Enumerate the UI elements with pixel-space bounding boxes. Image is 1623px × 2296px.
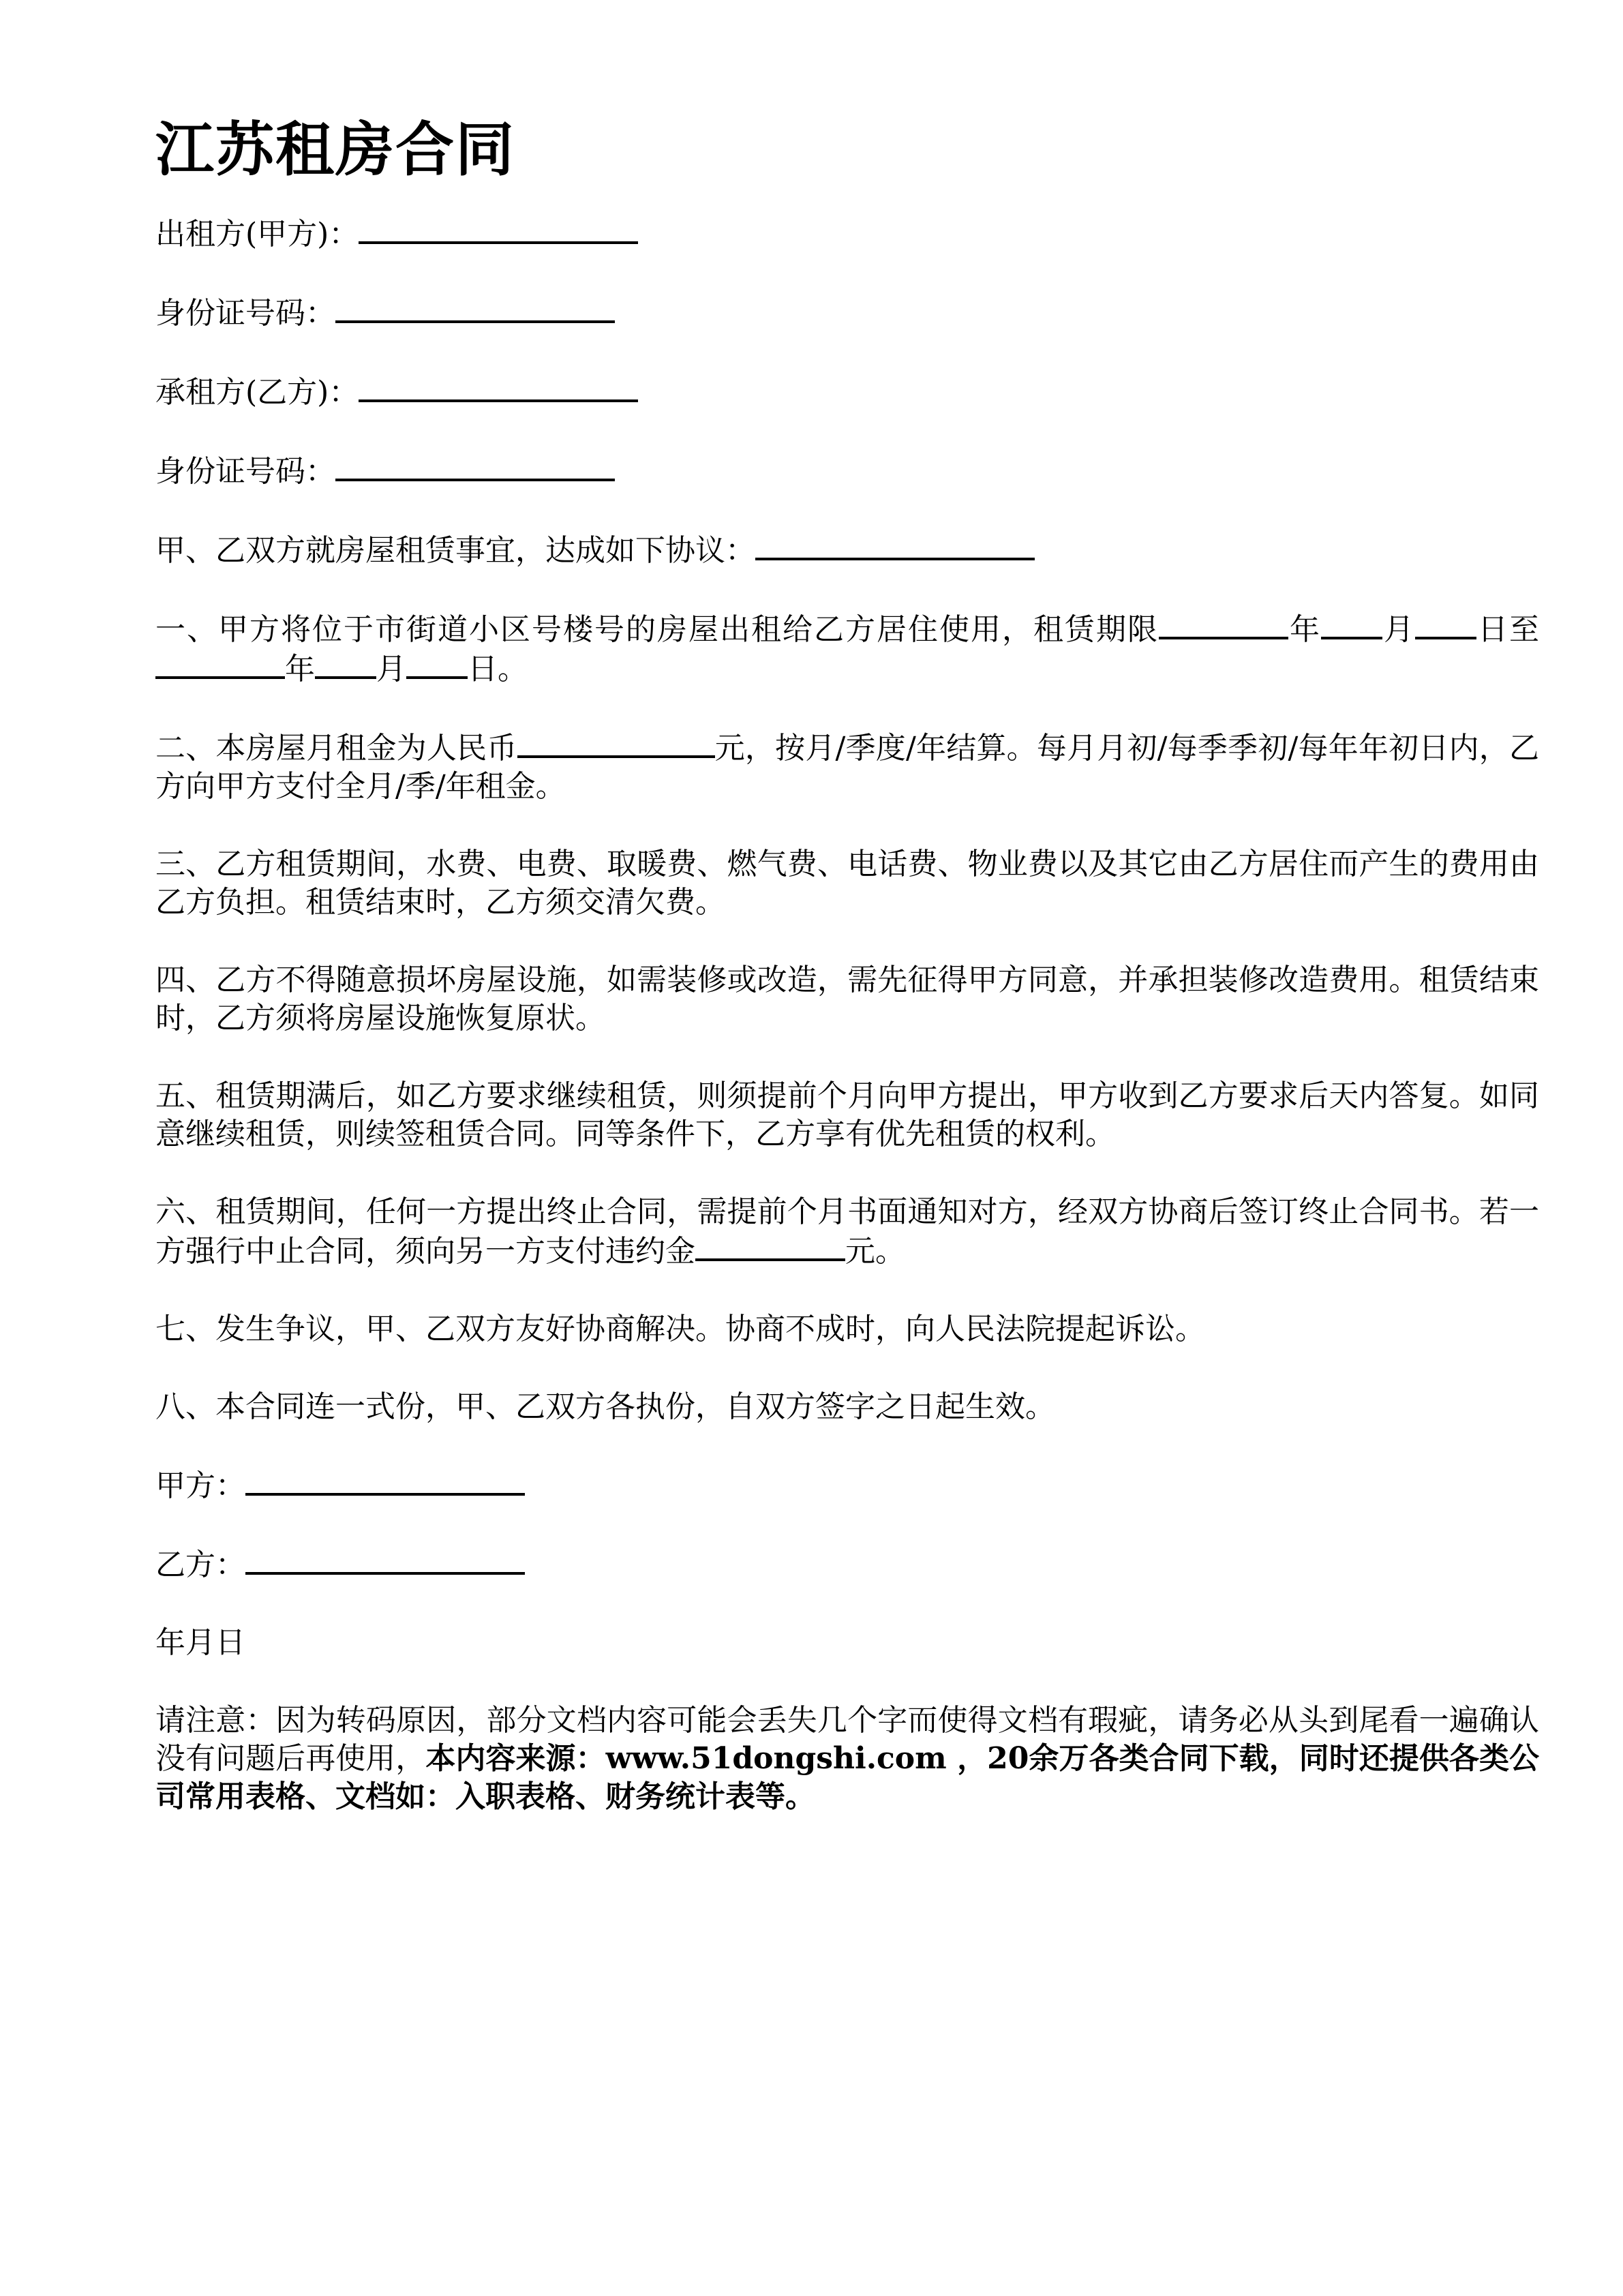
lessor-line: [155, 214, 1539, 254]
clause-2-text-b: 元，按月/季度/年结算。每月月初/每季季初/每年年初日内，乙方向甲方支付全月/季/年租金。: [155, 731, 1540, 804]
notice-text: 请注意：因为转码原因，部分文档内容可能会丢失几个字而使得文档有瑕疵，请务必从头到尾看一遍确认没有问题后再使用，: [155, 1703, 1539, 1776]
date-line: 年月日: [155, 1625, 245, 1660]
lessee-line: [155, 372, 1539, 412]
party-b-signature-blank: [245, 1545, 525, 1575]
lease-end-day-blank: [406, 649, 468, 679]
clause-1-text: 一、甲方将位于市街道小区号楼号的房屋出租给乙方居住使用，租赁期限: [155, 612, 1159, 647]
penalty-amount-blank: [695, 1231, 845, 1261]
party-a-signature-line: [155, 1466, 1539, 1505]
party-a-signature-blank: [245, 1466, 525, 1496]
clause-1: [155, 609, 1539, 689]
lease-start-year-blank: [1159, 609, 1288, 639]
month-1-label: 月: [1382, 612, 1415, 647]
lease-end-year-blank: [155, 649, 285, 679]
month-2-label: 月: [376, 652, 406, 686]
party-b-label: 乙方：: [155, 1547, 245, 1582]
clause-6-text-b: 元。: [845, 1234, 905, 1269]
contract-page: [155, 109, 1539, 1816]
year-2-label: 年: [285, 652, 315, 686]
clause-2-text-a: 二、本房屋月租金为人民币: [155, 731, 517, 766]
intro-blank: [755, 530, 1035, 560]
clause-5: 五、租赁期满后，如乙方要求继续租赁，则须提前个月向甲方提出，甲方收到乙方要求后天内答复。如同意继续租赁，则续签租赁合同。同等条件下，乙方享有优先租赁的权利。: [155, 1078, 1539, 1151]
lessee-id-label: 身份证号码：: [155, 454, 335, 489]
lessor-id-line: [155, 293, 1539, 333]
clause-6-text-a: 六、租赁期间，任何一方提出终止合同，需提前个月书面通知对方，经双方协商后签订终止合同书。若一方强行中止合同，须向另一方支付违约金: [155, 1194, 1539, 1269]
party-a-label: 甲方：: [155, 1468, 245, 1503]
clause-2: [155, 728, 1539, 806]
lessor-blank: [359, 214, 638, 244]
intro-text: 甲、乙双方就房屋租赁事宜，达成如下协议：: [155, 533, 755, 568]
clause-3: 三、乙方租赁期间，水费、电费、取暖费、燃气费、电话费、物业费以及其它由乙方居住而产生的费用由乙方负担。租赁结束时，乙方须交清欠费。: [155, 847, 1539, 920]
lessee-blank: [359, 372, 638, 402]
clause-6: [155, 1193, 1539, 1271]
clause-8: 八、本合同连一式份，甲、乙双方各执份，自双方签字之日起生效。: [155, 1389, 1055, 1424]
day-2-label: 日。: [468, 652, 528, 686]
clause-7: 七、发生争议，甲、乙双方友好协商解决。协商不成时，向人民法院提起诉讼。: [155, 1312, 1205, 1346]
rent-amount-blank: [517, 728, 715, 758]
notice-paragraph: [155, 1702, 1539, 1816]
notice-source-text: 本内容来源：www.51dongshi.com ，20余万各类合同下载，同时还提供各类公司常用表格、文档如：入职表格、财务统计表等。: [155, 1741, 1539, 1814]
lessor-id-label: 身份证号码：: [155, 296, 335, 331]
intro-line: [155, 530, 1539, 570]
lessee-label: 承租方(乙方)：: [155, 375, 359, 410]
lessor-label: 出租方(甲方)：: [155, 217, 359, 252]
lessor-id-blank: [335, 293, 615, 323]
day-to-label: 日至: [1476, 612, 1539, 647]
clause-4: 四、乙方不得随意损坏房屋设施，如需装修或改造，需先征得甲方同意，并承担装修改造费用。租赁结束时，乙方须将房屋设施恢复原状。: [155, 963, 1539, 1036]
page-title: 江苏租房合同: [155, 116, 515, 184]
lease-end-month-blank: [315, 649, 376, 679]
year-1-label: 年: [1288, 612, 1321, 647]
lessee-id-blank: [335, 451, 615, 481]
lessee-id-line: [155, 451, 1539, 491]
lease-start-month-blank: [1321, 609, 1382, 639]
party-b-signature-line: [155, 1545, 1539, 1584]
lease-start-day-blank: [1415, 609, 1476, 639]
